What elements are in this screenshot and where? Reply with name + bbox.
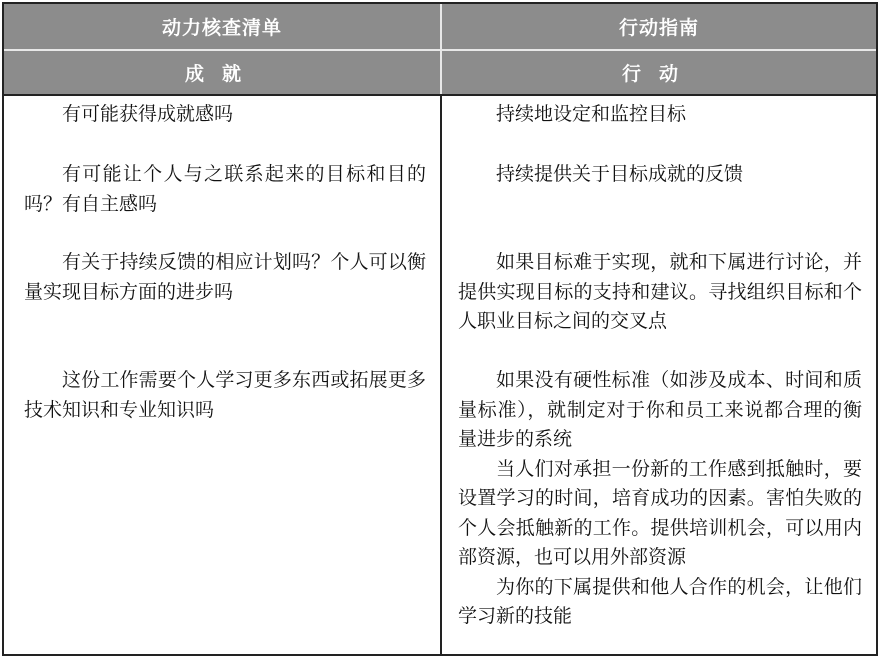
checklist-item: 这份工作需要个人学习更多东西或拓展更多技术知识和专业知识吗 (24, 369, 426, 421)
header-checklist: 动力核查清单 (4, 4, 442, 49)
checklist-item: 有可能让个人与之联系起来的目标和目的吗？有自主感吗 (24, 163, 426, 215)
action-item: 持续地设定和监控目标 (496, 103, 687, 125)
motivation-table (2, 2, 878, 656)
checklist-item: 有可能获得成就感吗 (62, 103, 234, 125)
header-action-guide: 行动指南 (618, 17, 699, 39)
action-item: 当人们对承担一份新的工作感到抵触时，要设置学习的时间，培育成功的因素。害怕失败的个人会抵触新的工作。提供培训机会，可以用内部资源，也可以用外部资源 (458, 457, 862, 568)
table-header-row (4, 4, 876, 51)
checklist-item: 有关于持续反馈的相应计划吗？个人可以衡量实现目标方面的进步吗 (24, 251, 426, 303)
action-column (442, 96, 876, 654)
checklist-column (4, 96, 442, 654)
subheader-action: 行动 (621, 63, 696, 85)
table-body-row (4, 96, 876, 654)
action-item: 如果没有硬性标准（如涉及成本、时间和质量标准），就制定对于你和员工来说都合理的衡量进步的系统 (458, 369, 862, 450)
subheader-achievement: 成就 (4, 51, 442, 94)
action-item: 为你的下属提供和他人合作的机会，让他们学习新的技能 (458, 575, 862, 627)
action-item-group (458, 366, 862, 632)
table-subheader-row (4, 51, 876, 96)
action-item: 持续提供关于目标成就的反馈 (496, 163, 744, 185)
action-item: 如果目标难于实现，就和下属进行讨论，并提供实现目标的支持和建议。寻找组织目标和个人职业目标之间的交叉点 (458, 251, 862, 332)
